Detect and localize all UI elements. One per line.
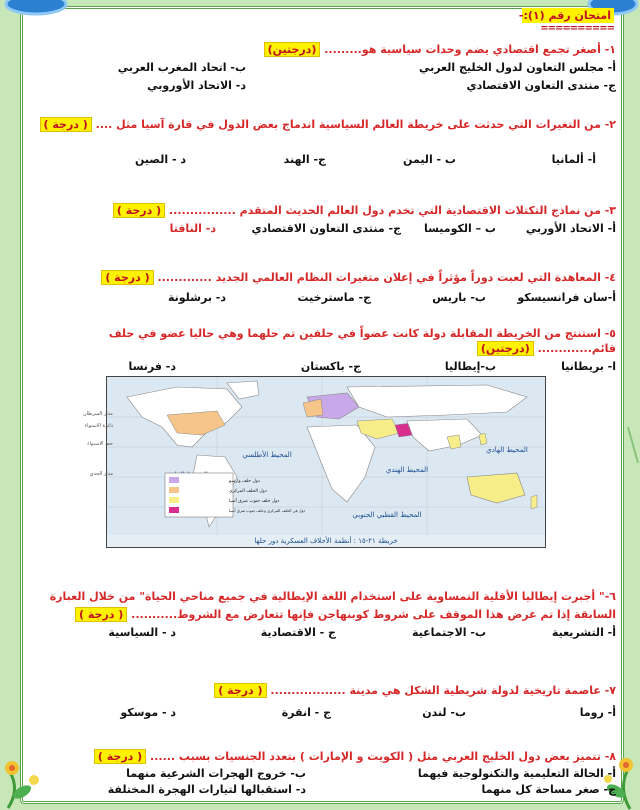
- question-marks: ( درجة ): [113, 203, 165, 218]
- question-5: [109, 327, 616, 340]
- option-d[interactable]: د - موسكو: [120, 706, 176, 719]
- question-marks: (درجتين): [264, 42, 321, 57]
- option-a[interactable]: أ- الاتحاد الأوربي: [525, 222, 616, 235]
- latitude-label: خط الاستواء: [87, 441, 113, 447]
- question-1: [264, 43, 616, 56]
- legend-label: دول الحلف المركزي: [229, 489, 267, 494]
- question-6-cont: [75, 608, 616, 621]
- question-text: ٥- استنتج من الخريطة المقابلة دولة كانت عضواً في حلفين تم حلهما وهي حاليا عضو في حلف: [108, 327, 616, 340]
- question-text: ٨- تتميز بعض دول الخليج العربي مثل ( الكويت و الإمارات ) بتعدد الجنسيات بسبب ......: [150, 750, 616, 763]
- ocean-label: المحيط القطبي الجنوبي: [352, 511, 422, 519]
- legend-label: دول حلف وارسو: [229, 479, 260, 484]
- exam-title: امتحان رقم (١):-: [522, 8, 614, 23]
- option-b[interactable]: ب-إيطاليا: [444, 360, 496, 373]
- question-marks: (درجتين): [477, 341, 534, 356]
- option-c[interactable]: ج- باكستان: [300, 360, 361, 373]
- latitude-label: مدار الجدي: [89, 471, 113, 477]
- option-c[interactable]: ج- صغر مساحة كل منهما: [481, 783, 616, 796]
- side-sparkle-icon: [626, 425, 640, 465]
- option-c[interactable]: ج - انقرة: [281, 706, 331, 719]
- question-text: ٦-" أجبرت إيطاليا الأقلية النمساوية على استخدام اللغة الإيطالية في جميع مناحي الحياة" من خلال العبارة: [49, 590, 616, 603]
- option-b[interactable]: ب- لندن: [422, 706, 466, 719]
- question-5-cont: [477, 342, 616, 355]
- map-caption: خريطة ٢١-١٥ : أنظمة الأحلاف العسكرية دور حلها: [254, 537, 398, 545]
- latitude-label: مدار السرطان: [82, 411, 113, 417]
- option-d[interactable]: د - الصين: [135, 153, 186, 166]
- option-d[interactable]: د- الاتحاد الأوروبي: [147, 79, 246, 92]
- question-8: [94, 750, 616, 763]
- ocean-label: المحيط الهندي: [385, 466, 429, 474]
- question-3: [113, 204, 616, 217]
- question-text: ٣- من نماذج التكتلات الاقتصادية التي تخدم دول العالم الحديث المتقدم ................: [168, 204, 616, 217]
- option-c[interactable]: ج- منتدى التعاون الاقتصادي: [251, 222, 401, 235]
- option-b[interactable]: ب- خروج الهجرات الشرعية منهما: [126, 767, 306, 780]
- ocean-label: المحيط الأطلسي: [242, 451, 292, 459]
- new-zealand: [531, 495, 537, 509]
- option-d[interactable]: د - السياسية: [108, 626, 176, 639]
- option-a[interactable]: أ- روما: [579, 706, 616, 719]
- option-c[interactable]: ج- منتدى التعاون الاقتصادي: [466, 79, 616, 92]
- alliances-map: [82, 376, 546, 548]
- option-d[interactable]: د- النافتا: [169, 222, 216, 235]
- question-marks: ( درجة ): [214, 683, 266, 698]
- ussr: [347, 385, 527, 417]
- question-6: [50, 590, 616, 603]
- option-b[interactable]: ب- اتحاد المغرب العربي: [117, 61, 246, 74]
- option-c[interactable]: ج - الاقتصادية: [260, 626, 336, 639]
- question-text: ٢- من التغيرات التي حدثت على خريطة العالم السياسية اندماج بعض الدول في قارة آسيا مثل ....: [95, 118, 616, 131]
- option-b[interactable]: ب - اليمن: [403, 153, 456, 166]
- option-d[interactable]: د- برشلونة: [167, 291, 226, 304]
- question-marks: ( درجة ): [94, 749, 146, 764]
- option-a[interactable]: ا- بريطانيا: [561, 360, 616, 373]
- question-marks: ( درجة ): [75, 607, 127, 622]
- world-map-svg: [82, 377, 545, 535]
- latitude-label: دائرة الاستواء: [84, 423, 113, 429]
- question-marks: ( درجة ): [40, 117, 92, 132]
- question-marks: ( درجة ): [101, 270, 153, 285]
- option-d[interactable]: د- فرنسا: [128, 360, 176, 373]
- option-d[interactable]: د- استقبالها لتيارات الهجرة المختلفة: [107, 783, 306, 796]
- question-text: قائم.............: [537, 342, 616, 355]
- option-b[interactable]: ب – الكوميسا: [423, 222, 496, 235]
- legend-label: دول في الحلف المركزي وحلف جنوب شرق آسيا: [229, 508, 306, 513]
- question-text: ٤- المعاهدة التي لعبت دوراً مؤثراً في إعلان متغيرات النظام العالمي الجديد .............: [157, 271, 616, 284]
- question-text: ٧- عاصمة تاريخية لدولة شريطية الشكل هي مدينة ..................: [270, 684, 616, 697]
- exam-page: [30, 8, 616, 798]
- question-4: [101, 271, 616, 284]
- option-c[interactable]: ج- ماسترخيت: [297, 291, 371, 304]
- question-2: [40, 118, 617, 131]
- question-text: ١- أصغر تجمع اقتصادي يضم وحدات سياسية هو.........: [324, 43, 616, 56]
- title-separator: ==========: [540, 23, 614, 34]
- option-a[interactable]: أ- ألمانيا: [551, 153, 596, 166]
- option-a[interactable]: أ- التشريعية: [551, 626, 616, 639]
- option-c[interactable]: ج- الهند: [283, 153, 326, 166]
- option-b[interactable]: ب- باريس: [432, 291, 486, 304]
- question-7: [214, 684, 616, 697]
- option-a[interactable]: أ- الحالة التعليمية والتكنولوجية فيهما: [417, 767, 616, 780]
- option-a[interactable]: أ- مجلس التعاون لدول الخليج العربي: [418, 61, 616, 74]
- legend-label: دول حلف جنوب شرق آسيا: [229, 499, 280, 504]
- ocean-label: المحيط الهادي: [486, 446, 528, 454]
- option-b[interactable]: ب- الاجتماعية: [411, 626, 486, 639]
- question-text: السابقة إذا تم عرض هذا الموقف على شروط كوبنهاجن فإنها تتعارض مع الشروط...........: [131, 608, 616, 621]
- option-a[interactable]: أ-سان فرانسيسكو: [517, 291, 616, 304]
